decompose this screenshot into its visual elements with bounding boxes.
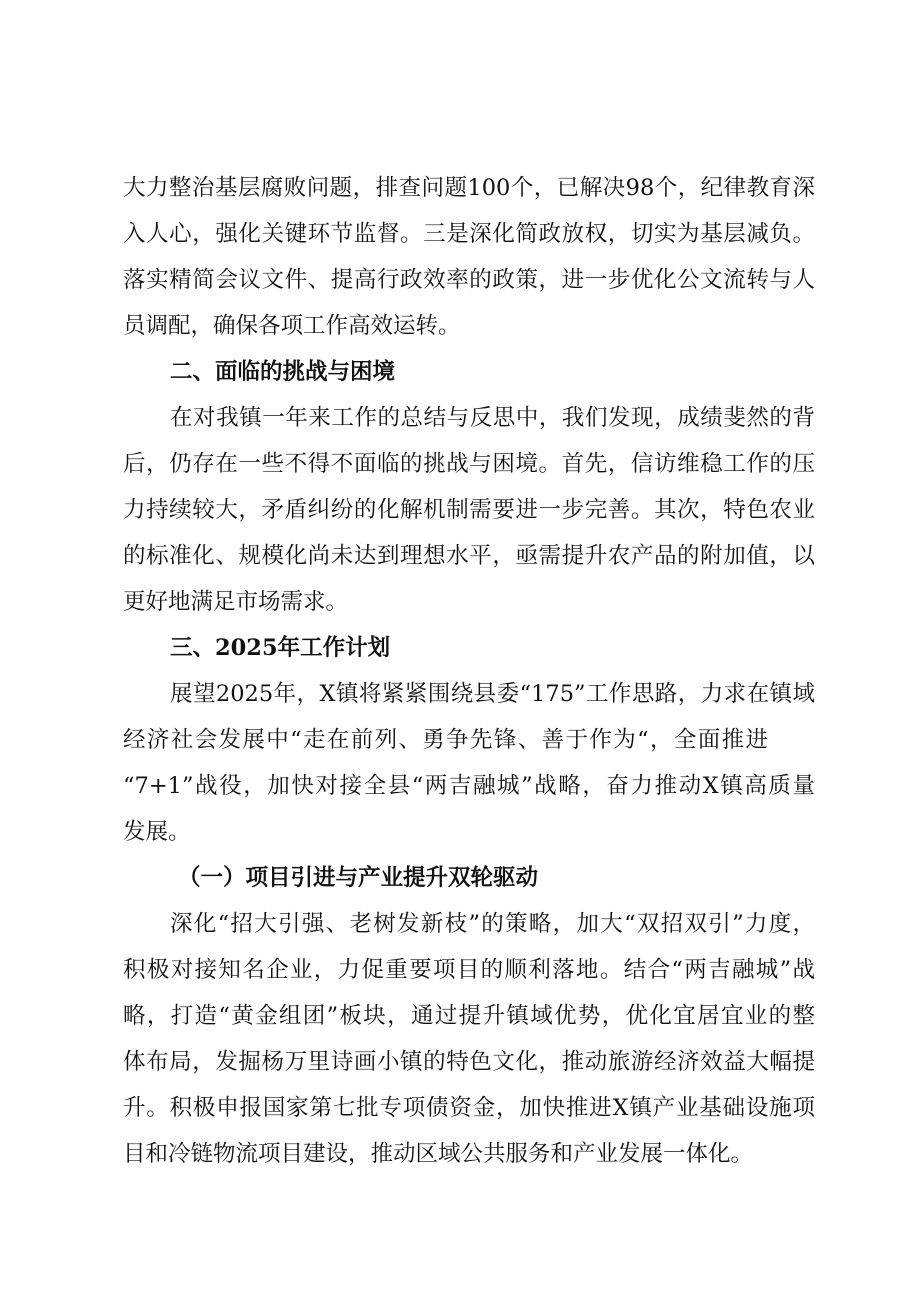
- subsection-heading: （一）项目引进与产业提升双轮驱动: [178, 865, 539, 891]
- paragraph-line: 员调配，确保各项工作高效运转。: [123, 313, 461, 339]
- paragraph-line: 体布局，发掘杨万里诗画小镇的特色文化，推动旅游经济效益大幅提: [123, 1049, 815, 1075]
- paragraph-line: 力持续较大，矛盾纠纷的化解机制需要进一步完善。其次，特色农业: [123, 497, 815, 523]
- paragraph-line: 展望2025年，X镇将紧紧围绕县委“175”工作思路，力求在镇域: [170, 681, 815, 707]
- paragraph-line: 的标准化、规模化尚未达到理想水平，亟需提升农产品的附加值，以: [123, 543, 815, 569]
- paragraph-line: 入人心，强化关键环节监督。三是深化简政放权，切实为基层减负。: [123, 221, 815, 247]
- paragraph-line: 略，打造“黄金组团”板块，通过提升镇域优势，优化宜居宜业的整: [123, 1003, 815, 1029]
- paragraph-line: 发展。: [123, 819, 191, 845]
- paragraph-line: 落实精简会议文件、提高行政效率的政策，进一步优化公文流转与人: [123, 267, 815, 293]
- paragraph-line: 后，仍存在一些不得不面临的挑战与困境。首先，信访维稳工作的压: [123, 451, 815, 477]
- paragraph-line: 经济社会发展中“走在前列、勇争先锋、善于作为“，全面推进: [123, 727, 768, 753]
- paragraph-line: 积极对接知名企业，力促重要项目的顺利落地。结合“两吉融城”战: [123, 957, 815, 983]
- paragraph-line: 深化“招大引强、老树发新枝”的策略，加大“双招双引”力度，: [170, 911, 815, 937]
- section-heading: 二、面临的挑战与困境: [170, 359, 396, 385]
- paragraph-line: 更好地满足市场需求。: [123, 589, 349, 615]
- section-heading: 三、2025年工作计划: [170, 635, 391, 661]
- paragraph-line: 在对我镇一年来工作的总结与反思中，我们发现，成绩斐然的背: [170, 405, 815, 431]
- paragraph-line: 大力整治基层腐败问题，排查问题100个，已解决98个，纪律教育深: [123, 175, 815, 201]
- paragraph-line: “7+1”战役，加快对接全县“两吉融城”战略，奋力推动X镇高质量: [123, 773, 815, 799]
- paragraph-line: 升。积极申报国家第七批专项债资金，加快推进X镇产业基础设施项: [123, 1095, 815, 1121]
- paragraph-line: 目和冷链物流项目建设，推动区域公共服务和产业发展一体化。: [123, 1141, 754, 1167]
